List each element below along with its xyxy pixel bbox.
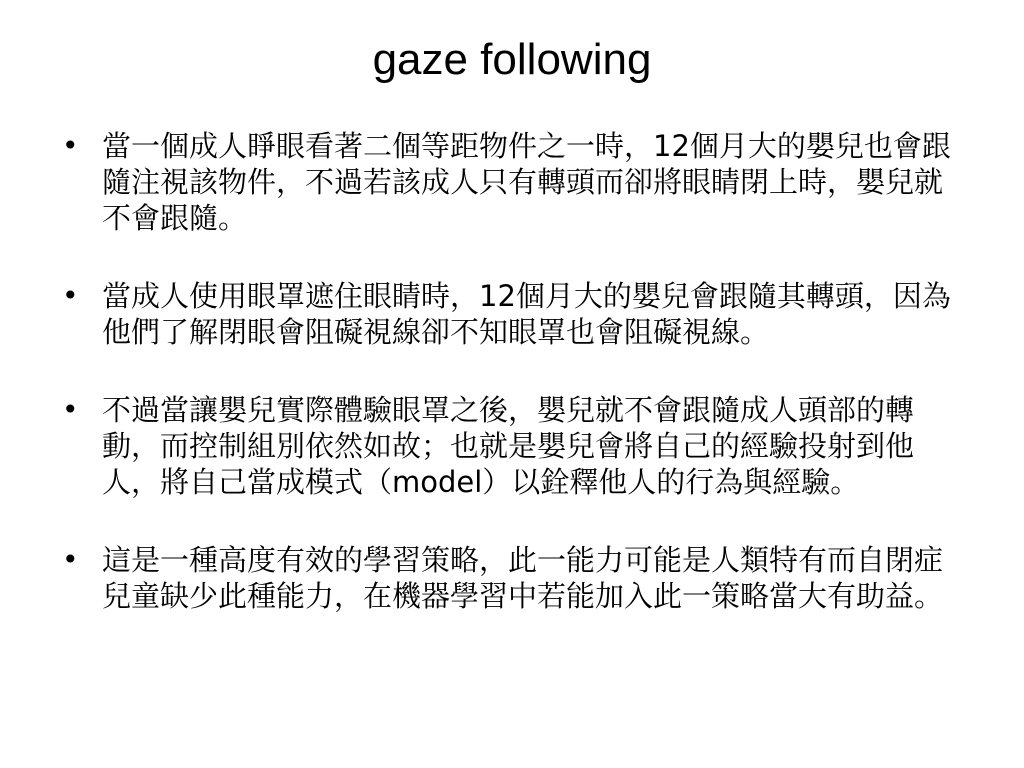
slide-title: gaze following <box>372 35 652 84</box>
bullet-text: 當成人使用眼罩遮住眼睛時，12個月大的嬰兒會跟隨其轉頭，因為他們了解閉眼會阻礙視線卻不知眼罩也會阻礙視線。 <box>102 279 951 349</box>
bullet-point-icon: • <box>62 279 79 312</box>
bullet-list <box>58 128 958 614</box>
bullet-text: 這是一種高度有效的學習策略，此一能力可能是人類特有而自閉症兒童缺少此種能力，在機器學習中若能加入此一策略當大有助益。 <box>102 543 944 613</box>
bullet-point-icon: • <box>62 129 79 162</box>
bullet-text: 當一個成人睜眼看著二個等距物件之一時，12個月大的嬰兒也會跟隨注視該物件，不過若該成人只有轉頭而卻將眼睛閉上時，嬰兒就不會跟隨。 <box>102 129 951 235</box>
bullet-item <box>58 392 958 500</box>
bullet-point-icon: • <box>62 393 79 426</box>
bullet-text: 不過當讓嬰兒實際體驗眼罩之後，嬰兒就不會跟隨成人頭部的轉動，而控制組別依然如故；也就是嬰兒會將自己的經驗投射到他人，將自己當成模式（model）以銓釋他人的行為與經驗。 <box>102 393 915 499</box>
bullet-item <box>58 128 958 236</box>
bullet-item <box>58 278 958 350</box>
bullet-point-icon: • <box>62 543 79 576</box>
bullet-item <box>58 542 958 614</box>
